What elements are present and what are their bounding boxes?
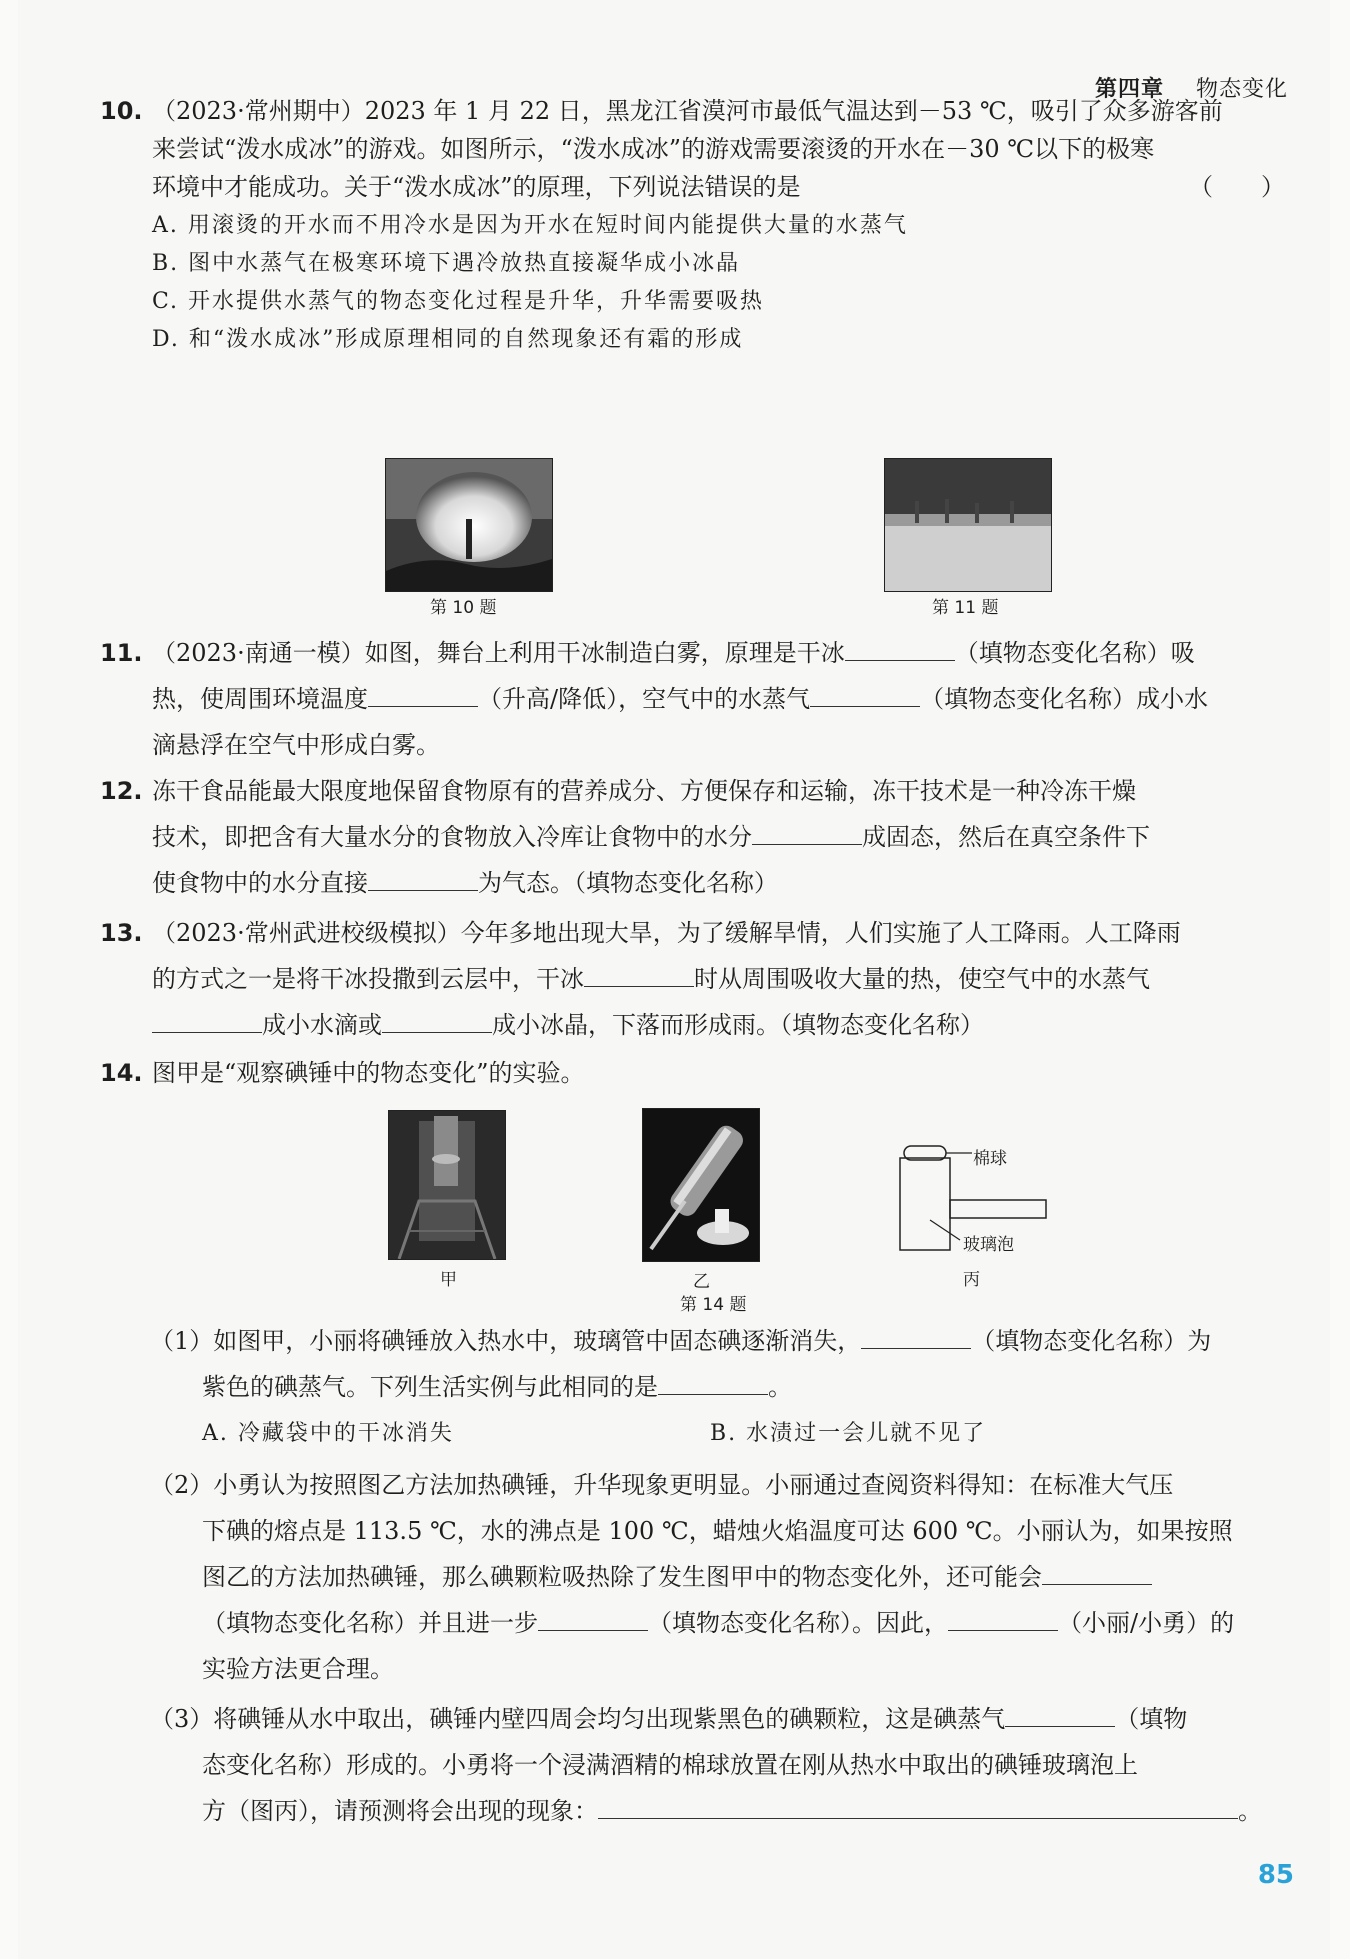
cotton-ball-label: 棉球 (973, 1149, 1007, 1169)
question-text-line (152, 860, 778, 907)
question-text-line: （2023·常州武进校级模拟）今年多地出现大旱，为了缓解旱情，人们实施了人工降雨。人工降雨 (152, 919, 1181, 947)
option-d: D. 和“泼水成冰”形成原理相同的自然现象还有霜的形成 (152, 327, 744, 352)
answer-blank[interactable] (948, 1606, 1058, 1631)
text-segment: 图乙的方法加热碘锤，那么碘颗粒吸热除了发生图甲中的物态变化外，还可能会 (202, 1563, 1042, 1591)
text-segment: 紫色的碘蒸气。下列生活实例与此相同的是 (202, 1373, 658, 1401)
figure-11-caption: 第 11 题 (932, 598, 999, 618)
text-segment: 使食物中的水分直接 (152, 869, 368, 897)
text-segment: （填物态变化名称）。因此， (648, 1609, 948, 1637)
answer-blank[interactable] (1042, 1560, 1152, 1585)
text-segment: 的方式之一是将干冰投撒到云层中，干冰 (152, 965, 584, 993)
text-segment: （填物态变化名称）成小水 (920, 685, 1209, 713)
question-number: 14. (100, 1059, 143, 1087)
text-segment: 技术，即把含有大量水分的食物放入冷库让食物中的水分 (152, 823, 752, 851)
text-segment: 成小冰晶，下落而形成雨。（填物态变化名称） (492, 1011, 984, 1039)
question-text-line (202, 1364, 792, 1411)
figure-11-photo (884, 458, 1052, 592)
question-text-line (152, 676, 1208, 723)
option-a: A. 冷藏袋中的干冰消失 (202, 1421, 454, 1446)
question-number: 12. (100, 777, 143, 805)
option-a: A. 用滚烫的开水而不用冷水是因为开水在短时间内能提供大量的水蒸气 (152, 213, 908, 238)
figure-14-yi-photo (642, 1108, 760, 1262)
question-text-line (202, 1788, 1262, 1835)
text-segment: （小丽/小勇）的 (1058, 1609, 1235, 1637)
answer-blank[interactable] (584, 962, 694, 987)
question-text-line: （2023·常州期中）2023 年 1 月 22 日，黑龙江省漠河市最低气温达到－53 ℃，吸引了众多游客前 (152, 97, 1223, 125)
question-number: 13. (100, 919, 143, 947)
text-segment: 时从周围吸收大量的热，使空气中的水蒸气 (694, 965, 1150, 993)
question-text-line: （2）小勇认为按照图乙方法加热碘锤，升华现象更明显。小丽通过查阅资料得知：在标准大气压 (150, 1471, 1174, 1499)
question-text-line (150, 1696, 1187, 1743)
question-text-line (152, 956, 1150, 1003)
question-number: 11. (100, 639, 143, 667)
text-segment: 为气态。（填物态变化名称） (478, 869, 778, 897)
question-text-line (152, 814, 1150, 861)
question-text-line: 下碘的熔点是 113.5 ℃，水的沸点是 100 ℃，蜡烛火焰温度可达 600 ℃。小丽认为，如果按照 (202, 1517, 1233, 1545)
answer-blank[interactable] (752, 820, 862, 845)
option-b: B. 图中水蒸气在极寒环境下遇冷放热直接凝华成小冰晶 (152, 251, 741, 276)
question-10 (100, 88, 1285, 358)
answer-blank[interactable] (845, 636, 955, 661)
question-text-line (152, 630, 1195, 677)
text-segment: （1）如图甲，小丽将碘锤放入热水中，玻璃管中固态碘逐渐消失， (150, 1327, 862, 1355)
page-number: 85 (1257, 1860, 1294, 1890)
text-segment: 。 (768, 1373, 792, 1401)
figure-10-caption: 第 10 题 (430, 598, 497, 618)
figure-10-photo (385, 458, 553, 592)
question-text-line: 环境中才能成功。关于“泼水成冰”的原理，下列说法错误的是 (152, 173, 801, 201)
answer-blank[interactable] (861, 1324, 971, 1349)
text-segment: 成固态，然后在真空条件下 (862, 823, 1150, 851)
answer-blank[interactable] (382, 1008, 492, 1033)
glass-bulb-label: 玻璃泡 (963, 1235, 1014, 1255)
text-segment: （升高/降低），空气中的水蒸气 (478, 685, 811, 713)
answer-blank[interactable] (1005, 1702, 1115, 1727)
answer-blank[interactable] (658, 1370, 768, 1395)
text-segment: 。 (1238, 1797, 1262, 1825)
question-14 (100, 1050, 1285, 1100)
answer-blank[interactable] (810, 682, 920, 707)
question-11 (100, 630, 1285, 770)
answer-blank[interactable] (598, 1794, 1238, 1819)
text-segment: （2023·南通一模）如图，舞台上利用干冰制造白雾，原理是干冰 (152, 639, 845, 667)
question-12 (100, 768, 1285, 908)
answer-blank[interactable] (368, 866, 478, 891)
text-segment: （3）将碘锤从水中取出，碘锤内壁四周会均匀出现紫黑色的碘颗粒，这是碘蒸气 (150, 1705, 1006, 1733)
question-text-line: 冻干食品能最大限度地保留食物原有的营养成分、方便保存和运输，冻干技术是一种冷冻干燥 (152, 777, 1136, 805)
text-segment: 成小水滴或 (262, 1011, 382, 1039)
question-text-line (202, 1554, 1152, 1601)
option-b: B. 水渍过一会儿就不见了 (710, 1421, 987, 1446)
chapter-title: 物态变化 (1195, 77, 1288, 102)
figure-14-jia-label: 甲 (440, 1270, 457, 1290)
question-text-line (202, 1600, 1234, 1647)
figure-14-jia-photo (388, 1110, 506, 1260)
question-text-line (150, 1318, 1211, 1365)
answer-blank[interactable] (152, 1008, 262, 1033)
question-text-line: 态变化名称）形成的。小勇将一个浸满酒精的棉球放置在刚从热水中取出的碘锤玻璃泡上 (202, 1751, 1138, 1779)
text-segment: 热，使周围环境温度 (152, 685, 368, 713)
answer-blank[interactable] (368, 682, 478, 707)
text-segment: （填物态变化名称）为 (971, 1327, 1212, 1355)
text-segment: （填物态变化名称）并且进一步 (202, 1609, 538, 1637)
question-text-line: 滴悬浮在空气中形成白雾。 (152, 731, 440, 759)
answer-paren: （ ） (1189, 173, 1285, 201)
question-text-line: 图甲是“观察碘锤中的物态变化”的实验。 (152, 1059, 585, 1087)
question-number: 10. (100, 97, 143, 125)
question-text-line: 来尝试“泼水成冰”的游戏。如图所示，“泼水成冰”的游戏需要滚烫的开水在－30 ℃以下的极寒 (152, 135, 1155, 163)
figure-14-caption: 第 14 题 (680, 1295, 747, 1315)
figure-14-bing-label: 丙 (963, 1270, 980, 1290)
answer-blank[interactable] (538, 1606, 648, 1631)
text-segment: （填物 (1115, 1705, 1188, 1733)
question-text-line: 实验方法更合理。 (202, 1655, 394, 1683)
question-13 (100, 910, 1285, 1050)
question-text-line (152, 1002, 984, 1049)
option-c: C. 开水提供水蒸气的物态变化过程是升华，升华需要吸热 (152, 289, 765, 314)
chapter-number: 第四章 (1094, 76, 1164, 102)
text-segment: 方（图丙），请预测将会出现的现象： (202, 1797, 598, 1825)
figure-14-yi-label: 乙 (693, 1272, 710, 1292)
text-segment: （填物态变化名称）吸 (954, 639, 1195, 667)
